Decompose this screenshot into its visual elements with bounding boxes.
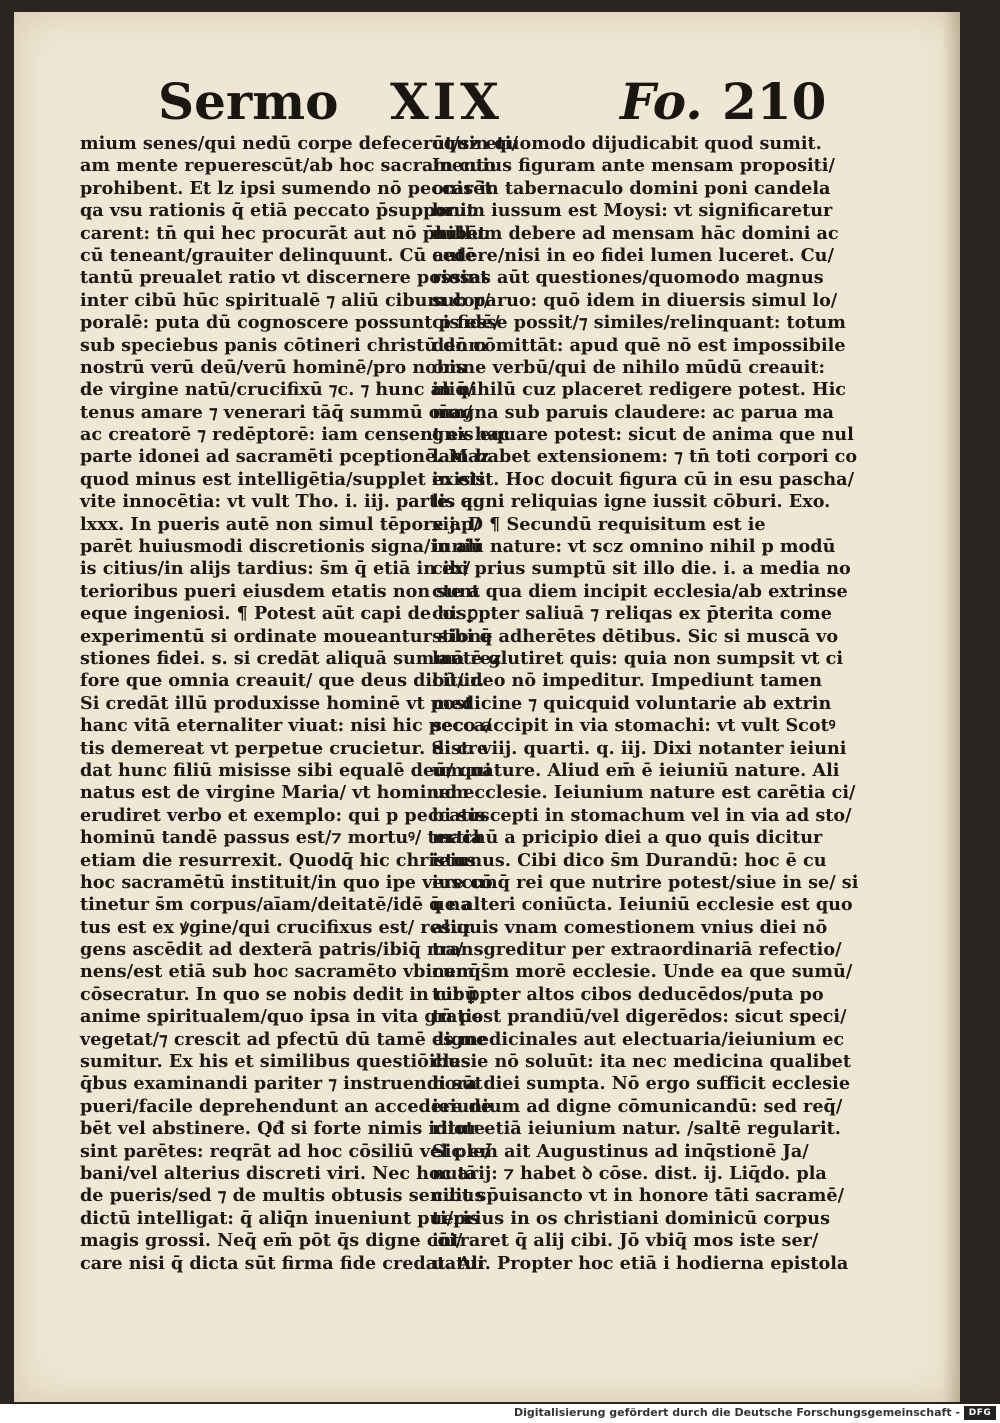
text-line: magna sub paruis claudere: ac parua ma bbox=[432, 401, 834, 423]
text-line: cuit sp̄uisancto vt in honore tāti sacramē/ bbox=[432, 1185, 845, 1207]
text-line: Sic em̄ ait Augustinus ad inq̄stionē Ja/ bbox=[432, 1140, 809, 1162]
text-line: hanc vitā eternaliter viuat: nisi hic pecca/ bbox=[80, 715, 492, 737]
text-line: pueri/facile deprehendunt an accedere de bbox=[80, 1095, 493, 1117]
text-column-right bbox=[432, 133, 859, 1275]
text-line: nuarij: ⁊ habet ꝺ cōse. dist. ij. Liq̄do. pla bbox=[432, 1162, 827, 1184]
text-line: tis demereat vt perpetue crucietur. Si cre bbox=[80, 737, 489, 759]
text-line: onis in tabernaculo domini poni candela bbox=[432, 177, 831, 199]
text-line: terioribus pueri eiusdem etatis non sunt bbox=[80, 580, 480, 602]
text-column-left bbox=[80, 133, 518, 1275]
text-line: am mente repuerescūt/ab hoc sacramento bbox=[80, 155, 496, 177]
running-header bbox=[150, 72, 827, 136]
text-line: care nisi q̄ dicta sūt firma fide credat. Ali bbox=[80, 1252, 485, 1274]
text-line: vegetat/⁊ crescit ad pfectū dū tamē digne bbox=[80, 1028, 488, 1050]
text-line: riosas aūt questiones/quomodo magnus bbox=[432, 267, 824, 289]
text-line: tenus amare ⁊ venerari tāq̄ summū oīm/ bbox=[80, 401, 473, 423]
text-line: sint parētes: reqrāt ad hoc cōsiliū vel ple/ bbox=[80, 1140, 491, 1162]
text-line: magis grossi. Neq̄ em̄ pōt q̄s digne cōi/ bbox=[80, 1230, 463, 1252]
text-line: nostrū verū deū/verū hominē/pro nobis bbox=[80, 356, 466, 378]
text-line: lantē glutiret quis: quia non sumpsit vt ci bbox=[432, 647, 843, 669]
text-line: hora diei sumpta. Nō ergo sufficit ecclesie bbox=[432, 1073, 851, 1095]
header-folio-number: 210 bbox=[722, 72, 827, 131]
text-line: cibi prius sumptū sit illo die. i. a media no bbox=[432, 558, 851, 580]
text-line: de virgine natū/crucifixū ⁊c. ⁊ hunc aliq̄/ bbox=[80, 379, 475, 401]
text-line: oquin quomodo dijudicabit quod sumit. bbox=[432, 133, 822, 154]
text-line: carent: tn̄ qui hec procurāt aut nō p̄hibēt bbox=[80, 222, 487, 244]
text-line: clesie nō soluūt: ita nec medicina qualibet bbox=[432, 1051, 851, 1073]
header-folio-label: Fo. bbox=[620, 72, 703, 131]
text-line: tinetur s̄m corpus/aīam/deitatē/idē q̄ na bbox=[80, 894, 472, 916]
text-line: In cuius figuram ante mensam propositi/ bbox=[432, 155, 835, 177]
text-line: ritur etiā ieiunium natur. /saltē regularit. bbox=[432, 1118, 841, 1140]
text-line: iuniū nature: vt scz omnino nihil p modū bbox=[432, 536, 836, 558]
text-line: etiam die resurrexit. Quodq̄ hic christus bbox=[80, 849, 476, 871]
text-line: intraret q̄ alij cibi. Jō vbiq̄ mos iste ser/ bbox=[432, 1230, 819, 1252]
text-line: dat hunc filiū misisse sibi equalē deū/ qui bbox=[80, 759, 492, 781]
text-line: bi suscepti in stomachum vel in via ad sto/ bbox=[432, 804, 852, 826]
text-line: anime spiritualem/quo ipsa in vita gratie bbox=[80, 1006, 484, 1028]
text-line: ti/prius in os christiani dominicū corpus bbox=[432, 1207, 831, 1229]
text-line: iuscunq̄ rei que nutrire potest/siue in se/ si bbox=[432, 871, 859, 893]
text-line: parēt huiusmodi discretionis signa/in ali bbox=[80, 536, 481, 558]
text-line: transgreditur per extraordinariā refectio/ bbox=[432, 939, 842, 961]
text-line: tur ꝑpter altos cibos deducēdos/puta po bbox=[432, 983, 824, 1005]
text-line: hoc sacramētū instituit/in quo ipe vere cō bbox=[80, 871, 493, 893]
text-line: lxxx. In pueris autē non simul tēpore ap/ bbox=[80, 513, 480, 535]
text-line: cis esse possit/⁊ similes/relinquant: totum bbox=[432, 312, 846, 334]
text-line: dictū intelligat: q̄ aliq̄n inueniunt pueris bbox=[80, 1207, 480, 1229]
text-line: de pueris/sed ⁊ de multis obtusis senibus bbox=[80, 1185, 485, 1207]
text-line: seco accipit in via stomachi: vt vult Scotꝰ bbox=[432, 715, 836, 737]
text-line: stiones fidei. s. si credāt aliquā summā rez bbox=[80, 647, 501, 669]
text-line: prohibent. Et lz ipsi sumendo nō peccarēt bbox=[80, 177, 493, 199]
text-line: sumitur. Ex his et similibus questiōibus bbox=[80, 1051, 471, 1073]
text-line: tū post prandiū/vel digerēdos: sicut speci/ bbox=[432, 1006, 847, 1028]
text-line: ieiunus. Cibi dico s̄m Durandū: hoc ē cu bbox=[432, 849, 827, 871]
dfg-logo: DFG bbox=[964, 1406, 996, 1420]
text-line: co: ꝑpter saliuā ⁊ reliqas ex p̄terita come bbox=[432, 603, 832, 625]
text-line: medicine ⁊ quicquid voluntarie ab extrin bbox=[432, 692, 832, 714]
text-line: qa vsu rationis q̄ etiā peccato p̄supponit bbox=[80, 200, 475, 222]
text-line: eque ingeniosi. ¶ Potest aūt capi de his bbox=[80, 603, 467, 625]
text-line: bani/vel alterius discreti viri. Nec hoc tā bbox=[80, 1162, 478, 1184]
header-roman-numeral: XIX bbox=[390, 72, 503, 131]
text-line: ac creatorē ⁊ redēptorē: iam censent ex hac bbox=[80, 424, 510, 446]
text-line: fore que omnia creauit/ que deus dicitur. bbox=[80, 670, 485, 692]
text-line: gens ascēdit ad dexterā patris/ibiq̄ ma/ bbox=[80, 939, 464, 961]
text-line: ieiunium ad digne cōmunicandū: sed req̄/ bbox=[432, 1095, 843, 1117]
text-line: parte idonei ad sacramēti pceptionē. Maz bbox=[80, 446, 490, 468]
text-line: Si credāt illū produxisse hominē vt post bbox=[80, 692, 473, 714]
text-line: dist. viij. quarti. q. iij. Dixi notanter ieiuni bbox=[432, 737, 847, 759]
footer-bar bbox=[0, 1404, 1000, 1423]
text-line: cōsecratur. In quo se nobis dedit in cibū bbox=[80, 983, 478, 1005]
text-line: erudiret verbo et exemplo: qui p peccatis bbox=[80, 804, 486, 826]
text-line: cte a qua diem incipit ecclesia/ab extrinse bbox=[432, 580, 848, 602]
text-line: ud ecclesie. Ieiunium nature est carētia ci/ bbox=[432, 782, 856, 804]
text-line: deo cōmittāt: apud quē nō est impossibile bbox=[432, 334, 846, 356]
text-line: hominū tandē passus est/⁊ mortuꝰ/ tertia bbox=[80, 827, 483, 849]
text-line: tus est ex ꝟgine/qui crucifixus est/ resur bbox=[80, 916, 473, 938]
text-line: mium senes/qui nedū corpe defecerūt/sz eti/ bbox=[80, 133, 518, 154]
text-line: is citius/in alijs tardius: s̄m q̄ etiā in ex/ bbox=[80, 558, 471, 580]
text-line: inter cibū hūc spiritualē ⁊ aliū cibum cor/ bbox=[80, 289, 491, 311]
text-line: natus est de virgine Maria/ vt hominem bbox=[80, 782, 470, 804]
text-line: machū a pricipio diei a quo quis dicitur bbox=[432, 827, 823, 849]
text-line: aliquis vnam comestionem vnius diei nō bbox=[432, 916, 828, 938]
text-line: ue alteri coniūcta. Ieiuniū ecclesie est quo bbox=[432, 894, 853, 916]
text-line: experimentū si ordinate moueantur sibi q̄ bbox=[80, 625, 492, 647]
text-line: nullum debere ad mensam hāc domini ac bbox=[432, 222, 839, 244]
text-line: bēt vel abstinere. Qđ si forte nimis idiote bbox=[80, 1118, 486, 1140]
text-line: q̄bus examinandi pariter ⁊ instruendi sūt bbox=[80, 1073, 483, 1095]
text-line: es medicinales aut electuaria/ieiunium ec bbox=[432, 1028, 845, 1050]
text-line: um nature. Aliud em̄ ē ieiuniū nature. Ali bbox=[432, 759, 840, 781]
text-line: stione adherētes dētibus. Sic si muscā vo bbox=[432, 625, 839, 647]
text-line: bū/ideo nō impeditur. Impediunt tamen bbox=[432, 670, 823, 692]
text-line: poralē: puta dū cognoscere possunt p fidē/ bbox=[80, 312, 500, 334]
text-line: uatur. Propter hoc etiā i hodierna epistola bbox=[432, 1252, 849, 1274]
text-line: nens/est etiā sub hoc sacramēto vbicunq̄ bbox=[80, 961, 481, 983]
text-line: xij. D ¶ Secundū requisitum est ie bbox=[432, 513, 766, 535]
text-line: nem s̄m morē ecclesie. Unde ea que sumū/ bbox=[432, 961, 853, 983]
text-line: brum iussum est Moysi: vt significaretur bbox=[432, 200, 833, 222]
text-line: in nihilū cuz placeret redigere potest. Hic bbox=[432, 379, 846, 401]
footer-credit: Digitalisierung gefördert durch die Deutsche Forschungsgemeinschaft - bbox=[513, 1406, 960, 1419]
text-line: tantū preualet ratio vt discernere possint bbox=[80, 267, 489, 289]
text-line: lam habet extensionem: ⁊ tn̄ toti corpori co bbox=[432, 446, 858, 468]
text-line: sub paruo: quō idem in diuersis simul lo/ bbox=[432, 289, 838, 311]
text-line: quod minus est intelligētia/supplet in eis bbox=[80, 468, 486, 490]
text-line: omne verbū/qui de nihilo mūdū creauit: bbox=[432, 356, 825, 378]
text-line: existit. Hoc docuit figura cū in esu pascha/ bbox=[432, 468, 854, 490]
header-sermo: Sermo bbox=[158, 72, 339, 131]
text-line: cū teneant/grauiter delinquunt. Cū autē bbox=[80, 244, 476, 266]
text-line: sub speciebus panis cōtineri christū dn̄m bbox=[80, 334, 487, 356]
text-line: cedere/nisi in eo fidei lumen luceret. Cu/ bbox=[432, 244, 834, 266]
text-line: gnis equare potest: sicut de anima que nul bbox=[432, 424, 854, 446]
text-line: vite innocētia: vt vult Tho. i. iij. parte. q. bbox=[80, 491, 479, 513]
text-line: lis agni reliquias igne iussit cōburi. Exo. bbox=[432, 491, 831, 513]
